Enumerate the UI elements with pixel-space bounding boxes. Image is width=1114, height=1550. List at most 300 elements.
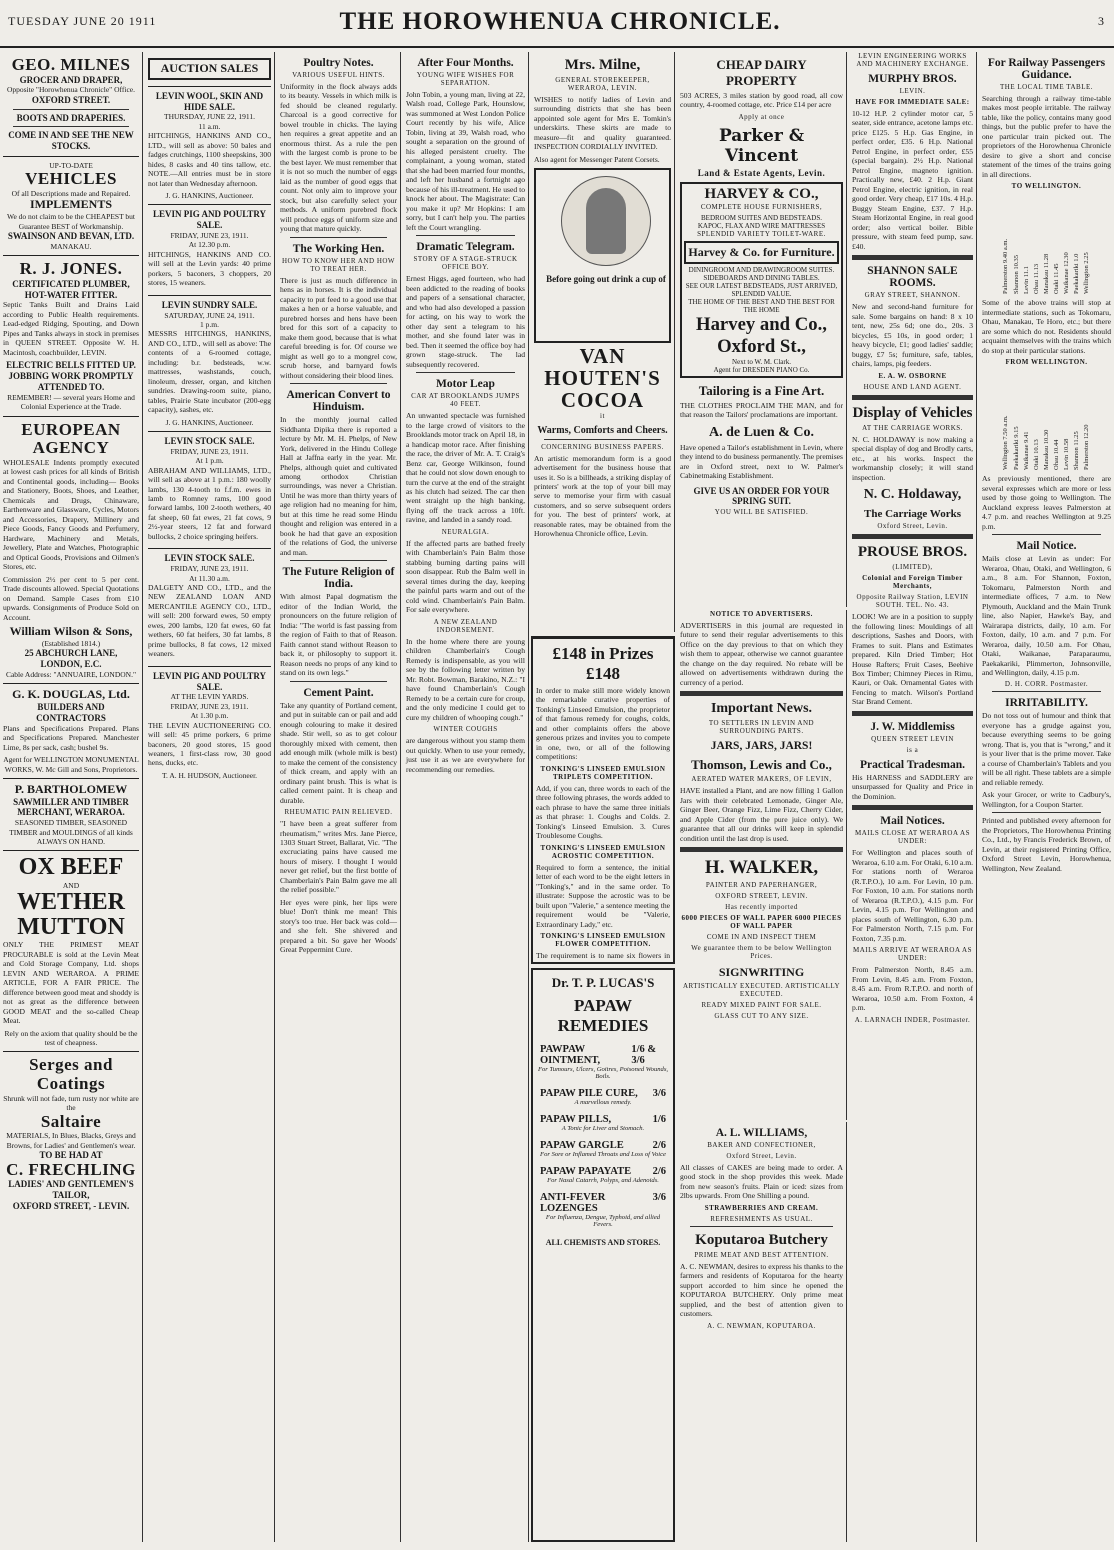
ad-text: Of all Descriptions made and Repaired. xyxy=(11,189,131,199)
remedy-note: A marvellous remedy. xyxy=(574,1099,632,1106)
sale-body: HITCHINGS, HANKINS AND CO., LTD., will sell as above: 50 bales and fadges crutchings, 1100 sheepskins, 300 hides, 8 casks and 40 tins tallow, etc. NOTE.—All entries must be in store not later than Wednesday afternoon. xyxy=(148,131,271,188)
ad-firm: N. C. Holdaway, xyxy=(863,487,962,503)
timetable-entry: Otaki 11.45 xyxy=(1053,263,1061,295)
sale-location: AT THE LEVIN YARDS. xyxy=(170,692,249,702)
sale-signature: J. G. HANKINS, Auctioneer. xyxy=(165,191,254,201)
ad-text: Agent for WELLINGTON MONUMENTAL WORKS, W. Mc Gill and Sons, Proprietors. xyxy=(3,755,139,774)
ad-subtitle: PAINTER AND PAPERHANGER, xyxy=(705,881,818,890)
ad-text: UP-TO-DATE xyxy=(49,161,93,171)
sale-date: FRIDAY, JUNE 23, 1911. xyxy=(170,701,249,711)
timetable-entry: Manakau 11.28 xyxy=(1042,254,1050,295)
timetable-entry: Ohau 10.44 xyxy=(1053,439,1061,471)
remedy-name: PAPAW PILE CURE, xyxy=(540,1088,638,1099)
ad-firm: MURPHY BROS. xyxy=(868,73,957,85)
article-headline: The Working Hen. xyxy=(292,242,385,255)
ad-text: N. C. HOLDAWAY is now making a special display of dog and Brodly carts, etc., at his works. Inspect the workmanship closely; it will stand inspection. xyxy=(852,434,973,482)
ad-title: Serges and xyxy=(29,1055,113,1075)
column-5 xyxy=(531,52,675,632)
ad-text: Rely on the axiom that quality should be the test of cheapness. xyxy=(4,1028,138,1048)
ad-text: Oxford Street, Levin. xyxy=(877,522,948,531)
ad-text: LADIES' AND GENTLEMEN'S TAILOR, xyxy=(8,1179,134,1201)
ad-text: Apply at once xyxy=(738,112,785,121)
ad-text: (Established 1814.) xyxy=(41,638,101,648)
ad-text: TO BE HAD AT xyxy=(39,1150,103,1160)
ad-text: Opposite Railway Station, LEVIN SOUTH. TEL. No. 43. xyxy=(856,593,969,610)
sale-body: THE LEVIN AUCTIONEERING CO. will sell: 45 prime porkers, 6 prime baconers, 20 good stores, 15 good weaners, 1 first-class row, 30 good hens, ducks, etc. xyxy=(148,720,271,768)
ad-title: WETHER MUTTON xyxy=(16,888,126,941)
ad-text: Septic Tanks Built and Drains Laid according to Public Health requirements. Lead-edged Ridging, Spouting, and Down Pipes and Tanks always in stock in premises in QUEEN STREET. Opposite W. H. Macintosh, coachbuilder, LEVIN. xyxy=(3,300,139,357)
ad-text: We do not claim to be the CHEAPEST but Guarantee BEST of Workmanship. xyxy=(7,212,135,231)
timetable-entry: Paekakariki 9.15 xyxy=(1012,426,1020,471)
ad-firm: SWAINSON AND BEVAN, LTD. xyxy=(7,231,135,242)
article-body: Searching through a railway time-table makes most people irritable. The railway table, like the policy, contains many good things, but the public prefer to have the one particular train picked out. The proprietors of the Horowhenua Chronicle desire to give a short and concise statement of the times of the trains going in all directions. xyxy=(982,94,1111,179)
article-body: In the monthly journal called Siddhanta Dipika there is reported a lecture by Mr. M. H. Phelps, of New York, delivered in the Hindu College Hall at Jaffna early in the year. Mr. Phelps, although quiet and cultivated among orthodox Christian surroundings, was never a Christian. Until he was more than thirty years of age religion had no meaning for him, but at this time he read some Hindu thought and religion was entered in a book he had that gave an exposition of the relations of God, the universe and man. xyxy=(280,415,397,557)
ad-title: £148 in Prizes £148 xyxy=(552,644,654,683)
timetable-entry: Wellington 7.50 a.m. xyxy=(1002,415,1010,471)
ad-text: LOOK! We are in a position to supply the following lines: Mouldings of all descriptions, Sashes and Doors, with Frames to suit. Plans and Estimates prepared. Kiln Dried Timber; Hot House Rafters; Fruit Cases, Beehive Box Timber; Chimney Pieces in Rimu, Kauri, or Oak. Ornamental Gates with Fencing to match. Wilson's Portland Star Brand Cement. xyxy=(852,612,973,707)
ad-subtitle: COMPLETE HOUSE FURNISHERS, xyxy=(700,202,823,211)
remedy-name: ANTI-FEVER LOZENGES xyxy=(540,1192,606,1214)
article-headline: The Future Religion of India. xyxy=(282,566,395,591)
article-body: "I have been a great sufferer from rheumatism," writes Mrs. Jane Pierce, 1303 Stuart Street, Ballarat, Vic. "The excruciating pains have caused me hours of misery. I thought I would never get relief, but the first bottle of Chamberlain's Pain Balm gave me all the relief possible." xyxy=(280,819,397,895)
timetable-entry: Shannon 10.35 xyxy=(1012,255,1020,295)
ad-title: Saltaire xyxy=(40,1111,102,1131)
ad-text: Shrunk will not fade, turn rusty nor white are the xyxy=(3,1093,139,1113)
issue-date: TUESDAY JUNE 20 1911 xyxy=(8,14,157,28)
newspaper-title: THE HOROWHENUA CHRONICLE. xyxy=(339,8,781,35)
ad-text: COME IN AND INSPECT THEM xyxy=(706,933,817,942)
ad-text: Also agent for Messenger Patent Corsets. xyxy=(534,154,660,164)
ad-firm: H. WALKER, xyxy=(704,857,819,879)
ad-text: Next to W. M. Clark. xyxy=(732,357,791,366)
ad-text: 25 ABCHURCH LANE, LONDON, E.C. xyxy=(24,648,118,670)
ad-text: Has recently imported xyxy=(725,903,798,912)
remedy-price: 2/6 xyxy=(652,1140,666,1151)
timetable-entry: Levin 10.58 xyxy=(1063,438,1071,471)
ad-subtitle: TO SETTLERS IN LEVIN AND SURROUNDING PARTS. xyxy=(708,719,815,736)
article-subhead: CONCERNING BUSINESS PAPERS. xyxy=(541,442,664,451)
remedy-list xyxy=(536,1044,670,1228)
remedy-name: PAPAW PAPAYATE xyxy=(540,1166,632,1177)
sale-time: At 12.30 p.m. xyxy=(188,240,231,250)
article-subhead: THE LOCAL TIME TABLE. xyxy=(999,83,1094,91)
woman-with-cup-illustration xyxy=(586,188,626,254)
imprint: Printed and published every afternoon for the Proprietors, The Horowhenua Printing Co., Ltd., by Francis Frederick Brown, of Levin, at their registered Printing Office, Oxford Street Levin, Horowhenua, Wellington, New Zealand. xyxy=(982,816,1111,873)
article-body: There is just as much difference in hens as in horses. It is the individual capacity to put feed to a good use that makes a hen or a horse valuable, and purebred horses and hens have been bred for this sort of a capacity to make them good, because that is what careful breeding is for. Of course we might as well go to a mongrel cow, scrub horse, and barnyard fowls without considering their blood lines. xyxy=(280,275,397,380)
remedy-item xyxy=(536,1192,670,1214)
article-headline: Dramatic Telegram. xyxy=(416,241,515,254)
ad-text: Warms, Comforts and Cheers. xyxy=(537,424,668,436)
article-body: Her eyes were pink, her lips were blue! Don't think me mean! This story's too true. Her back was cold—and she felt. She shivered and prepared a bit. So gave her Woods' Great Peppermint Cure. xyxy=(280,897,397,955)
article-subhead: HOW TO KNOW HER AND HOW TO TREAT HER. xyxy=(281,256,396,273)
ad-subtitle: TONKING'S LINSEED EMULSION FLOWER COMPETITION. xyxy=(540,932,666,949)
article-body: Take any quantity of Portland cement, and put in suitable can or pail and add enough colouring to make it desired shade. Stir well, so as to get colour thoroughly mixed with cement, then add enough milk (whole milk is best) to make the cement of the consistency of thick cream, and apply with an ordinary paint brush. This is what is called cement paint. It is cheap and durable. xyxy=(280,700,397,805)
article-body: If the affected parts are bathed freely with Chamberlain's Pain Balm those stabbing burning darting pains will soon disappear. Rub the Balm well in several times during the day, keeping the painful parts warm and out of the cold wind. Chamberlain's Pain Balm. For sale everywhere. xyxy=(406,538,525,615)
ad-title: G. K. DOUGLAS, Ltd. xyxy=(12,687,130,702)
ad-text: E. A. W. OSBORNE xyxy=(878,371,947,380)
article-body: Uniformity in the flock always adds to its beauty. Vessels in which milk is fed should be cleaned regularly. Charcoal is a good corrective for bowel trouble in chicks. The laying hen requires a great appetite and an enormous thirst. As a rule the pen with the largest comb is prone to be the best layer. We must remember that it is not so much the number of eggs laid as the number of good eggs that count. Not only aim to improve your stock, but also carefully select your methods. A uniform purebred flock will produce eggs of uniform size and young that mature quickly. xyxy=(280,82,397,234)
sale-signature: T. A. H. HUDSON, Auctioneer. xyxy=(161,770,258,780)
ad-subtitle: Colonial and Foreign Timber Merchants, xyxy=(862,574,963,591)
ad-subtitle: Land & Estate Agents, Levin. xyxy=(697,167,826,178)
auction-sale xyxy=(148,549,271,666)
sale-date: SATURDAY, JUNE 24, 1911. xyxy=(164,310,255,320)
sale-title: LEVIN WOOL, SKIN AND HIDE SALE. xyxy=(155,90,264,112)
auction-sale xyxy=(148,205,271,295)
ad-text: LEVIN. xyxy=(899,87,926,95)
ad-title: Tailoring is a Fine Art. xyxy=(698,382,825,398)
ad-title: GEO. MILNES xyxy=(11,55,131,74)
ad-firm: A. L. WILLIAMS, xyxy=(715,1127,808,1139)
ad-text: OXFORD STREET, - LEVIN. xyxy=(12,1201,130,1212)
van-houten-cocoa-ad xyxy=(534,168,671,343)
timetable-entry: Waikanae 12.30 xyxy=(1063,252,1071,295)
article-body: With almost Papal dogmatism the editor of the Indian World, the pronouncers on the future religion of India: "The world is fast passing from the region of Faith to that of Reason. Faith cannot stand without Reason to back it, or philosophy to support it. Reason needs no props of any kind to stand on its own legs." xyxy=(280,592,397,678)
remedy-item xyxy=(536,1044,670,1066)
ad-firm: PROUSE BROS. xyxy=(857,544,968,561)
sale-time: 11 a.m. xyxy=(198,121,221,131)
ad-text: QUEEN STREET LEVIN xyxy=(871,734,954,743)
section-title: NOTICE TO ADVERTISERS. xyxy=(710,610,813,618)
ad-title: P. BARTHOLOMEW xyxy=(14,781,128,796)
sale-title: LEVIN SUNDRY SALE. xyxy=(161,299,258,310)
article-body: In the home where there are young children Chamberlain's Cough Remedy is indispensable, as you will see by the following letter written by Mr. Robt. Bowman, Barakino, N.Z.: "I have found Chamberlain's Cough Remedy to be a certain cure for croup, and the only medicine I could get to cure my children of whooping cough." xyxy=(406,636,525,722)
ad-subtitle: GENERAL STOREKEEPER, WERAROA, LEVIN. xyxy=(555,76,650,92)
ad-bartholomew xyxy=(3,779,139,852)
ad-text: YOU WILL BE SATISFIED. xyxy=(714,507,809,516)
notice-body: Mails close at Levin as under: For Weraroa, Ohau, Otaki, and Wellington, 6 a.m., 8 a.m. For Shannon, Foxton, Tokomaru, Palmerston North and intermediate offices, 7 a.m. to New Plymouth, Auckland and the Main Trunk line, also Napier, Hawke's Bay, and Wairarapa districts, daily, 10 a.m. For Foxton, daily, 10 a.m. and 7 p.m. For Weraroa, daily, 10.50 a.m. For Ohau, Otaki, Waikanae, Paraparaumu, Paekakariki, Plimmerton, Johnsonville, and Wellington, daily, 4.15 p.m. xyxy=(982,554,1111,677)
ad-firm: J. W. Middlemiss xyxy=(870,720,955,733)
ad-text: ELECTRIC BELLS FITTED UP. JOBBING WORK PROMPTLY ATTENDED TO. xyxy=(6,360,136,392)
timetable-entry: Palmerston 9.40 a.m. xyxy=(1002,239,1010,295)
sale-body: ABRAHAM AND WILLIAMS, LTD., will sell as above at 1 p.m.: 180 woolly lambs, 130 4-tooth to f.f.m. ewes in lamb to Romney rams, 100 good forward lambs, 100 2-tooth wethers, 40 fat sheep, 60 fat ewes, 21 fat cows, 9 2½-year steers, 12 fat and forward bullocks, 2 choice springing heifers. xyxy=(148,465,271,541)
sale-date: FRIDAY, JUNE 23, 1911. xyxy=(170,231,249,241)
sale-date: FRIDAY, JUNE 23, 1911. xyxy=(170,446,249,456)
column-4 xyxy=(403,52,529,1542)
remedy-price: 3/6 xyxy=(652,1192,666,1203)
ad-text: A. C. NEWMAN, desires to express his thanks to the farmers and residents of Koputaroa for the hearty support accorded to him since he opened the KOPUTAROA BUTCHERY. Only prime meat supplied, and the best of attention given to customers. xyxy=(680,1261,843,1319)
ad-title: Important News. xyxy=(710,701,813,717)
ad-text: Cable Address: "ANNUAIRE, LONDON." xyxy=(5,669,137,679)
article-body: are dangerous without you stamp them out quickly. When to use your remedy, just use it as we are everywhere for recommending our remedies. xyxy=(406,736,525,774)
ad-jones xyxy=(3,256,139,416)
timetable-entry: Shannon 11.25 xyxy=(1073,431,1081,471)
remedy-item xyxy=(536,1166,670,1177)
ad-text: JARS, JARS, JARS! xyxy=(710,740,813,753)
ad-subtitle: TONKING'S LINSEED EMULSION TRIPLETS COMPETITION. xyxy=(540,764,666,781)
article-subhead: WINTER COUGHS xyxy=(433,725,498,734)
ad-firm: A. de Luen & Co. xyxy=(708,424,814,440)
timetable-entry: Paekakariki 1.0 xyxy=(1073,253,1081,295)
ad-text: AND xyxy=(62,880,80,890)
auction-sale xyxy=(148,296,271,432)
timetable-entry: Ohau 11.13 xyxy=(1032,264,1040,295)
ad-firm: Thomson, Lewis and Co., xyxy=(691,757,832,773)
ad-subtitle: LEVIN ENGINEERING WORKS AND MACHINERY EXCHANGE. xyxy=(856,52,969,68)
ad-text: THE CLOTHES PROCLAIM THE MAN, and for that reason the Tailors' proclamations are important. xyxy=(680,400,843,420)
ad-title: IMPLEMENTS xyxy=(29,197,112,212)
auction-sale xyxy=(148,667,271,785)
ad-text: SPLENDID VARIETY TOILET-WARE. xyxy=(697,229,826,238)
ad-text: it xyxy=(600,411,605,420)
article-subhead: STORY OF A STAGE-STRUCK OFFICE BOY. xyxy=(413,255,518,272)
ad-text: Have opened a Tailor's establishment in Levin, where they intend to do business permanently. The premises are in Oxford street, next to W. Palmer's Cabinetmaking Establishment. xyxy=(680,442,843,481)
column-7 xyxy=(849,52,977,1542)
article-headline: American Convert to Hinduism. xyxy=(286,389,391,414)
column-8 xyxy=(979,52,1114,1542)
article-subhead: A NEW ZEALAND INDORSEMENT. xyxy=(433,617,498,634)
sale-title: LEVIN STOCK SALE. xyxy=(164,435,255,446)
article-body: An unwanted spectacle was furnished to the large crowd of visitors to the Brooklands motor track on April 18, in a handicap motor race. After finishing the race, the driver of Mr. A. T. Craig's Benz car, George Wilkinson, found that he could not slow down enough to turn the curve at the end of the straight as his clutch had seized. The car then went straight up the high banking, flying off the track across a 10ft. ravine, and landed in a sandy road. xyxy=(406,411,525,525)
ad-text: New and second-hand furniture for sale. Some bargains on hand: 8 x 10 tent, new, 25s 6d; one do., 20s. 3 bicycles, £5 10s, in good order; 1 heavy bicycle, £1; good ladies' saddle; buggy, £7 5s; furniture, safe, tables, chairs, lamps, pig feeders. xyxy=(852,302,973,369)
ad-subtitle: GROCER AND DRAPER, xyxy=(19,74,123,85)
sale-time: At 1 p.m. xyxy=(195,456,224,466)
sale-title: LEVIN STOCK SALE. xyxy=(164,553,255,564)
ad-subtitle: BUILDERS AND CONTRACTORS xyxy=(36,702,106,723)
ad-banner: Harvey & Co. for Furniture. xyxy=(684,241,839,264)
column-6 xyxy=(677,52,847,607)
remedy-note: A Tonic for Liver and Stomach. xyxy=(561,1125,645,1132)
ad-text: THE HOME OF THE BEST AND THE BEST FOR THE HOME xyxy=(688,297,835,314)
ad-title: EUROPEAN AGENCY xyxy=(21,419,121,458)
article-headline: Cement Paint. xyxy=(303,686,374,699)
remedy-name: PAPAW PILLS, xyxy=(540,1114,612,1125)
timetable-entry: Wellington 2.25 xyxy=(1083,252,1091,295)
ad-text: 6000 PIECES OF WALL PAPER 6000 PIECES OF WALL PAPER xyxy=(681,914,842,931)
sale-title: LEVIN PIG AND POULTRY SALE. xyxy=(152,209,267,231)
ad-subtitle: BAKER AND CONFECTIONER, xyxy=(707,1141,816,1149)
ad-text: His HARNESS and SADDLERY are unsurpassed for Quality and Price in the Dominion. xyxy=(852,772,973,801)
ad-frechling xyxy=(3,1052,139,1215)
remedy-note: For Nasal Catarrh, Polyps, and Adenoids. xyxy=(547,1177,659,1184)
sale-date: THURSDAY, JUNE 22, 1911. xyxy=(164,112,255,122)
timetable-heading: FROM WELLINGTON. xyxy=(1005,358,1088,367)
article-headline: For Railway Passengers Guidance. xyxy=(987,57,1106,81)
ad-subtitle: AT THE CARRIAGE WORKS. xyxy=(862,423,963,432)
column-6-lower xyxy=(677,610,847,1120)
ad-text: REMEMBER! — several years Home and Colonial Experience at the Trade. xyxy=(7,392,135,412)
ad-text: SEE OUR LATEST BEDSTEADS, JUST ARRIVED, SPLENDID VALUE. xyxy=(685,281,838,298)
ad-text: All classes of CAKES are being made to order. A good stock in the shop provides this week. Made from new season's fruits. Plain or iced: sizes from 2lbs upwards. From One Shilling a pound. xyxy=(680,1163,843,1201)
sale-title: LEVIN PIG AND POULTRY SALE. xyxy=(152,670,267,692)
ad-text: Plans and Specifications Prepared. Plans and Specifications Prepared. Manchester Lime, 8s per sack, cash; bushel 9s. xyxy=(3,723,139,752)
remedy-name: PAWPAW OINTMENT, xyxy=(540,1044,601,1066)
remedy-note: For Sore or Inflamed Throats and Loss of Voice xyxy=(540,1151,666,1158)
ad-douglas xyxy=(3,684,139,779)
article-body: An artistic memorandum form is a good advertisement for the business house that uses it. So is a billheads, a striking display of printers' work at the top of your bill may serve to memorise your firm with casual customers, and so serve subsequent orders for you. The best of printers' work, at reasonable rates, may be obtained from the Horowhenua Chronicle office, Levin. xyxy=(534,453,671,539)
ad-text: We guarantee them to be below Wellington Prices. xyxy=(691,944,832,961)
ad-text: ONLY THE PRIMEST MEAT PROCURABLE is sold at the Levin Meat and Cold Storage Company, Ltd. shops LEVIN AND WERAROA. A PRIME ARTICLE, FOR A FAIR PRICE. The difference between good meat and shoddy is not as great as the difference between GOOD MEAT and the so-called Cheap Meat. xyxy=(3,940,139,1026)
ad-title: Mrs. Milne, xyxy=(564,57,641,73)
ad-text: HOUSE AND LAND AGENT. xyxy=(863,382,962,391)
column-1 xyxy=(0,52,143,1542)
ad-text: HAVE installed a Plant, and are now filling 1 Gallon Jars with their celebrated Lemonade, Ginger Ale, Ginger Beer, Orange Fizz, Lime Fizz, Cherry Cider, and Apple Cider (from the pure juice only). We guarantee that all our drinks will keep in splendid condition until the last drop is used. xyxy=(680,786,843,843)
ad-title: OX BEEF xyxy=(18,854,124,881)
article-headline: After Four Months. xyxy=(417,57,514,69)
ad-text: BOOTS AND DRAPERIES. xyxy=(16,112,126,123)
ad-text: is a xyxy=(906,745,919,754)
ad-text: HAVE FOR IMMEDIATE SALE: xyxy=(855,98,970,106)
ad-text: ARTISTICALLY EXECUTED. ARTISTICALLY EXECUTED. xyxy=(682,982,841,999)
ad-text: OXFORD STREET. xyxy=(31,94,111,105)
ad-subtitle: MAILS CLOSE AT WERAROA AS UNDER: xyxy=(855,829,970,846)
timetable-heading: TO WELLINGTON. xyxy=(1011,182,1082,191)
article-subhead: VARIOUS USEFUL HINTS. xyxy=(292,71,385,79)
ad-text: 10-12 H.P. 2 cylinder motor car, 5 seater, side entrance, acetone lamps etc. price £125. 5 H.p. Gas Engine, in perfect order, £35. 6 H.p. National Petrol Engine, in perfect order, £55 (special bargain). 2½ H.p. National Petrol Engine, magneto ignition. Practically new, £40. 2 H.p. Giant Petrol Engine, electric ignition, in real good order. Very cheap, £17 10s. 4 H.p. Buggy Steam Engine, £37. 7 H.p. Steam Horizontal Engine, in real good order; also vertical boiler. Bible pressure, with steam feed pump, saw. £40. xyxy=(852,109,973,251)
article-subhead: NEURALGIA. xyxy=(441,527,490,536)
ad-subtitle: MAILS ARRIVE AT WERAROA AS UNDER: xyxy=(853,946,972,963)
notice-body: For Wellington and places south of Weraroa, 6.10 a.m. For Otaki, 6.10 a.m. For stations north of Weraroa (R.T.P.O.), 10 a.m. For Levin, 10 p.m. For Foxton, 10 a.m. For stations north of Weraroa (R.T.P.O.), 4.15 p.m. For Levin, 4.15 p.m. For Wellington and places south of Wellington, 6.30 p.m. For Palmerston North, 7.15 p.m. For Foxton, 7.35 p.m. xyxy=(852,848,973,943)
ad-title: The Carriage Works xyxy=(864,508,961,521)
ad-text: MANAKAU. xyxy=(50,241,92,251)
ad-text: BEDROOM SUITES AND BEDSTEADS. xyxy=(701,213,822,222)
ad-text: SIDEBOARDS AND DINING TABLES. xyxy=(703,273,820,282)
lucas-papaw-ad xyxy=(531,968,675,1542)
article-body: Do not toss out of humour and think that everyone has a grudge against you, because everything seems to be going wrong. That is, you that is "wrong," and it is your liver that is the prime mover. Take a course of Chamberlain's Tablets and you will be all right. These tablets are a simple and reliable remedy. xyxy=(982,711,1111,787)
article-body: As previously mentioned, there are several expresses which are more or less used by those going to Wellington. The Auckland express leaves Palmerston at 4.7 p.m. and reaches Wellington at 9.25 p.m. xyxy=(982,474,1111,531)
remedy-price: 1/6 & 3/6 xyxy=(631,1044,657,1066)
ad-text: OXFORD STREET, LEVIN. xyxy=(715,892,808,901)
article-body: John Tobin, a young man, living at 22, Walsh road, College Park, Hounslow, was summoned at West London Police Court recently by his wife, Alice Tobin, living at 39, Walsh road, who sought a separation on the ground of his alleged persistent cruelty. The complainant, a young woman, stated that she had been married four months, and left her husband a fortnight ago because of his ill-treatment. He used to knock her about. The Magistrate: Can you make it up? Mr Hopkins: I am sorry, but I can't help you. The parties left the Court wrangling. xyxy=(406,90,525,232)
ad-title: SIGNWRITING xyxy=(718,965,805,980)
ad-subtitle: AERATED WATER MAKERS, OF LEVIN, xyxy=(691,775,832,784)
sale-time: At 11.30 a.m. xyxy=(189,573,230,583)
ad-text: Add, if you can, three words to each of the three following phrases, the words added to each phrase to have the same three initials as that phrase: 1. Coughs and Colds. 2. Tonking's Linseed Emulsion. 3. Cures Troublesome Coughs. xyxy=(536,783,670,841)
ad-title: Koputaroa Butchery xyxy=(695,1231,828,1248)
ad-text: Opposite "Horowhenua Chronicle" Office. xyxy=(6,85,136,95)
remedy-price: 2/6 xyxy=(652,1166,666,1177)
ad-firm: C. FRECHLING xyxy=(6,1159,136,1179)
section-title: Mail Notice. xyxy=(1016,540,1077,553)
ad-title: Dr. T. P. LUCAS'S xyxy=(551,975,655,990)
article-headline: Poultry Notes. xyxy=(303,57,374,69)
ad-text: (LIMITED), xyxy=(892,563,933,572)
sale-body: DALGETY AND CO., LTD., and the NEW ZEALAND LOAN AND MERCANTILE AGENCY CO., LTD., will sell: 200 forward ewes, 50 empty ewes, 200 lambs, 120 fat ewes, 60 fat wethers, 60 fat heifers, 30 fat lambs, 8 prime bullocks, 8 fat cows, 12 mixed weaners. xyxy=(148,582,271,659)
ad-text: WHOLESALE Indents promptly executed at lowest cash prices for all kinds of British and Continental goods, including— Books and Stationery, Boots, Shoes, and Leather, Chemicals and Drugs, Chinaware, Earthenware and Glassware, Cycles, Motors and Accessories, Drapery, Millinery and Piece Goods, Fancy Goods and Perfumery, Hardware, Machinery and Metals, Jewellery, Plate and Watches, Photographic and Optical Goods, Provisions and Oilmen's Stores, etc. xyxy=(3,457,139,572)
timetable-entry: Levin 11.1 xyxy=(1022,266,1030,295)
ad-subtitle: PRIME MEAT AND BEST ATTENTION. xyxy=(694,1250,829,1259)
notice-body: ADVERTISERS in this journal are requested in future to send their regular advertisements to this Office on the day previous to that on which they wish them to appear, otherwise we cannot guarantee the change on the day required. No rebate will be allowed on advertisements withdrawn during the currency of a period. xyxy=(680,621,843,687)
ad-text: Commission 2½ per cent to 5 per cent. Trade discounts allowed. Special Quotations on Demand. Sample Cases from £10 upwards. Consignments of Produce Sold on Account. xyxy=(3,574,139,622)
column-6-bottom xyxy=(677,1122,847,1542)
ad-title: Practical Tradesman. xyxy=(860,758,965,771)
sale-body: HITCHINGS, HANKINS AND CO. will sell at the Levin yards: 40 prime porkers, 5 baconers, 3 choppers, 20 stores, 15 weaners. xyxy=(148,249,271,288)
ad-text: WISHES to notify ladies of Levin and surrounding districts that she has been appointed sole agent for Mrs E. Tomkin's underskirts. These skirts are made to measure—fit and quality guaranteed. INSPECTION CORDIALLY INVITED. xyxy=(534,95,671,152)
ad-text: READY MIXED PAINT FOR SALE. xyxy=(701,1001,822,1010)
sale-time: 1 p.m. xyxy=(200,319,219,329)
ad-subtitle: SAWMILLER AND TIMBER MERCHANT, WERAROA. xyxy=(13,796,129,818)
masthead xyxy=(0,0,1114,48)
remedy-item xyxy=(536,1114,670,1125)
harvey-ad xyxy=(680,182,843,378)
ad-text: STRAWBERRIES AND CREAM. xyxy=(704,1203,819,1212)
ad-text: D. H. CORR. Postmaster. xyxy=(1004,680,1089,689)
ad-title: Coatings xyxy=(36,1074,106,1094)
timetable-entry: Otaki 10.13 xyxy=(1032,439,1040,471)
ad-text: A. C. NEWMAN, KOPUTAROA. xyxy=(707,1321,816,1330)
ad-text: In order to make still more widely known the remarkable curative properties of Tonking's Linseed Emulsion, the proprietor of that famous remedy for coughs, colds, and other complaints offers the above generous prizes and invites you to compete in one, two, or all of the following competitions: xyxy=(536,686,670,762)
ad-text: The requirement is to name six flowers in xyxy=(536,951,670,961)
ad-text: 503 ACRES, 3 miles station by good road, all cow country, 4-roomed cottage, etc. Price £14 per acre xyxy=(680,91,843,110)
ad-title: PAPAW REMEDIES xyxy=(557,996,649,1035)
ad-title: CHEAP DAIRY PROPERTY xyxy=(716,57,807,88)
ad-text: Required to form a sentence, the initial letter of each word to be the eight letters in "Tonking's," and in the same order. To illustrate: Suppose the acrostic was to be built upon "Valerie," a sentence meeting the requirement would be "Valerie, Extraordinary Lady," etc. xyxy=(536,862,670,929)
remedy-note: For Tumours, Ulcers, Goitres, Poisoned Wounds, Boils. xyxy=(537,1066,669,1080)
ad-text: GLASS CUT TO ANY SIZE. xyxy=(714,1012,809,1021)
ad-text: Before going out drink a cup of xyxy=(546,274,666,285)
ad-firm: Parker & Vincent xyxy=(718,125,805,166)
ad-beef xyxy=(3,851,139,1052)
article-body: Ernest Higgs, aged fourteen, who had been addicted to the reading of books and papers of a sensational character, and who had also developed a passion for acting, on his way to work the other day sent a telegram to his mother, and she found later was in bed. Then it seemed the office boy had grown stage-struck. The lad subsequently recovered. xyxy=(406,274,525,369)
ad-title: R. J. JONES. xyxy=(19,259,123,279)
column-3 xyxy=(277,52,401,1542)
auction-header xyxy=(148,52,271,87)
sale-time: At 1.30 p.m. xyxy=(190,711,229,721)
auction-sale xyxy=(148,432,271,549)
ad-firm: Harvey and Co., Oxford St., xyxy=(696,313,827,357)
ad-vehicles xyxy=(3,157,139,256)
article-body: Ask your Grocer, or write to Cadbury's, Wellington, for a Coupon Starter. xyxy=(982,790,1111,809)
remedy-name: PAPAW GARGLE xyxy=(540,1140,624,1151)
ad-text: DININGROOM AND DRAWINGROOM SUITES. xyxy=(688,265,835,274)
section-title: Mail Notices. xyxy=(880,815,945,828)
ad-title: VAN HOUTEN'S COCOA xyxy=(544,344,661,413)
ad-milnes xyxy=(3,52,139,157)
ad-text: MATERIALS, In Blues, Blacks, Greys and Browns, for Ladies' and Gentlemen's wear. xyxy=(6,1131,136,1150)
sale-body: MESSRS HITCHINGS, HANKINS, AND CO., LTD., will sell as above: The contents of a 6-roomed cottage, including: b.r. bedsteads, w.w. mattresses, washstands, couch, linoleum, dresser, organ, and kitchen sundries. Drawing-room suite, piano, tables, Prairie State incubator (200-egg capacity), sashes, etc. xyxy=(148,329,271,415)
ad-text: SEASONED TIMBER, SEASONED TIMBER and MOULDINGS of all kinds ALWAYS ON HAND. xyxy=(9,818,133,847)
article-subhead: CAR AT BROOKLANDS JUMPS 40 FEET. xyxy=(411,392,520,409)
auction-sale xyxy=(148,87,271,206)
remedy-note: For Influenza, Dengue, Typhoid, and allied Fevers. xyxy=(545,1214,661,1228)
timetable-from-wellington xyxy=(982,370,1111,470)
timetable-entry: Manakau 10.30 xyxy=(1042,429,1050,471)
ad-text: KAPOC, FLAX AND WIRE MATTRESSES xyxy=(697,221,826,230)
ad-subtitle: CERTIFICATED PLUMBER, HOT-WATER FITTER. xyxy=(12,278,130,300)
article-body: Some of the above trains will stop at intermediate stations, such as Tokomaru, Ohau, Manakau, Te Horo, etc.; but there are some which do not. Residents should acquaint themselves with the trains which do stop at their particular stations. xyxy=(982,298,1111,355)
ad-subtitle: GRAY STREET, SHANNON. xyxy=(864,291,961,300)
ad-text: Agent for DRESDEN PIANO Co. xyxy=(713,365,810,374)
timetable-to-wellington xyxy=(982,194,1111,294)
notice-body: From Palmerston North, 8.45 a.m. From Levin, 8.45 a.m. From Foxton, 8.45 a.m. From R.T.P.O. and north of Weraroa, 10.50 a.m. From Foxton, 4 p.m. xyxy=(852,965,973,1013)
article-subhead: RHEUMATIC PAIN RELIEVED. xyxy=(284,808,393,817)
ad-title: Display of Vehicles xyxy=(852,404,973,421)
ad-title: HARVEY & CO., xyxy=(704,185,819,202)
article-subhead: YOUNG WIFE WISHES FOR SEPARATION. xyxy=(416,71,515,87)
sale-date: FRIDAY, JUNE 23, 1911. xyxy=(170,564,249,574)
section-title: AUCTION SALES xyxy=(148,58,271,80)
ad-text: Oxford Street, Levin. xyxy=(726,1152,797,1160)
ad-text: GIVE US AN ORDER FOR YOUR SPRING SUIT. xyxy=(693,485,830,506)
remedy-price: 3/6 xyxy=(652,1088,666,1099)
remedy-item xyxy=(536,1140,670,1151)
article-headline: IRRITABILITY. xyxy=(1005,697,1088,710)
ad-european-agency xyxy=(3,417,139,685)
ad-firm: William Wilson & Sons, xyxy=(9,624,133,639)
remedy-item xyxy=(536,1088,670,1099)
ad-title: VEHICLES xyxy=(25,169,117,189)
column-2-auction-sales xyxy=(145,52,275,1542)
article-headline: Motor Leap xyxy=(436,378,495,391)
ad-text: ALL CHEMISTS AND STORES. xyxy=(545,1238,661,1247)
remedy-price: 1/6 xyxy=(652,1114,666,1125)
ad-text: REFRESHMENTS AS USUAL. xyxy=(710,1214,813,1223)
ad-subtitle: TONKING'S LINSEED EMULSION ACROSTIC COMPETITION. xyxy=(540,843,666,860)
ad-text: COME IN AND SEE THE NEW STOCKS. xyxy=(8,130,134,152)
timetable-entry: Palmerston 12.20 xyxy=(1083,424,1091,471)
ad-text: A. LARNACH INDER, Postmaster. xyxy=(854,1015,971,1024)
ad-title: SHANNON SALE ROOMS. xyxy=(867,265,958,290)
